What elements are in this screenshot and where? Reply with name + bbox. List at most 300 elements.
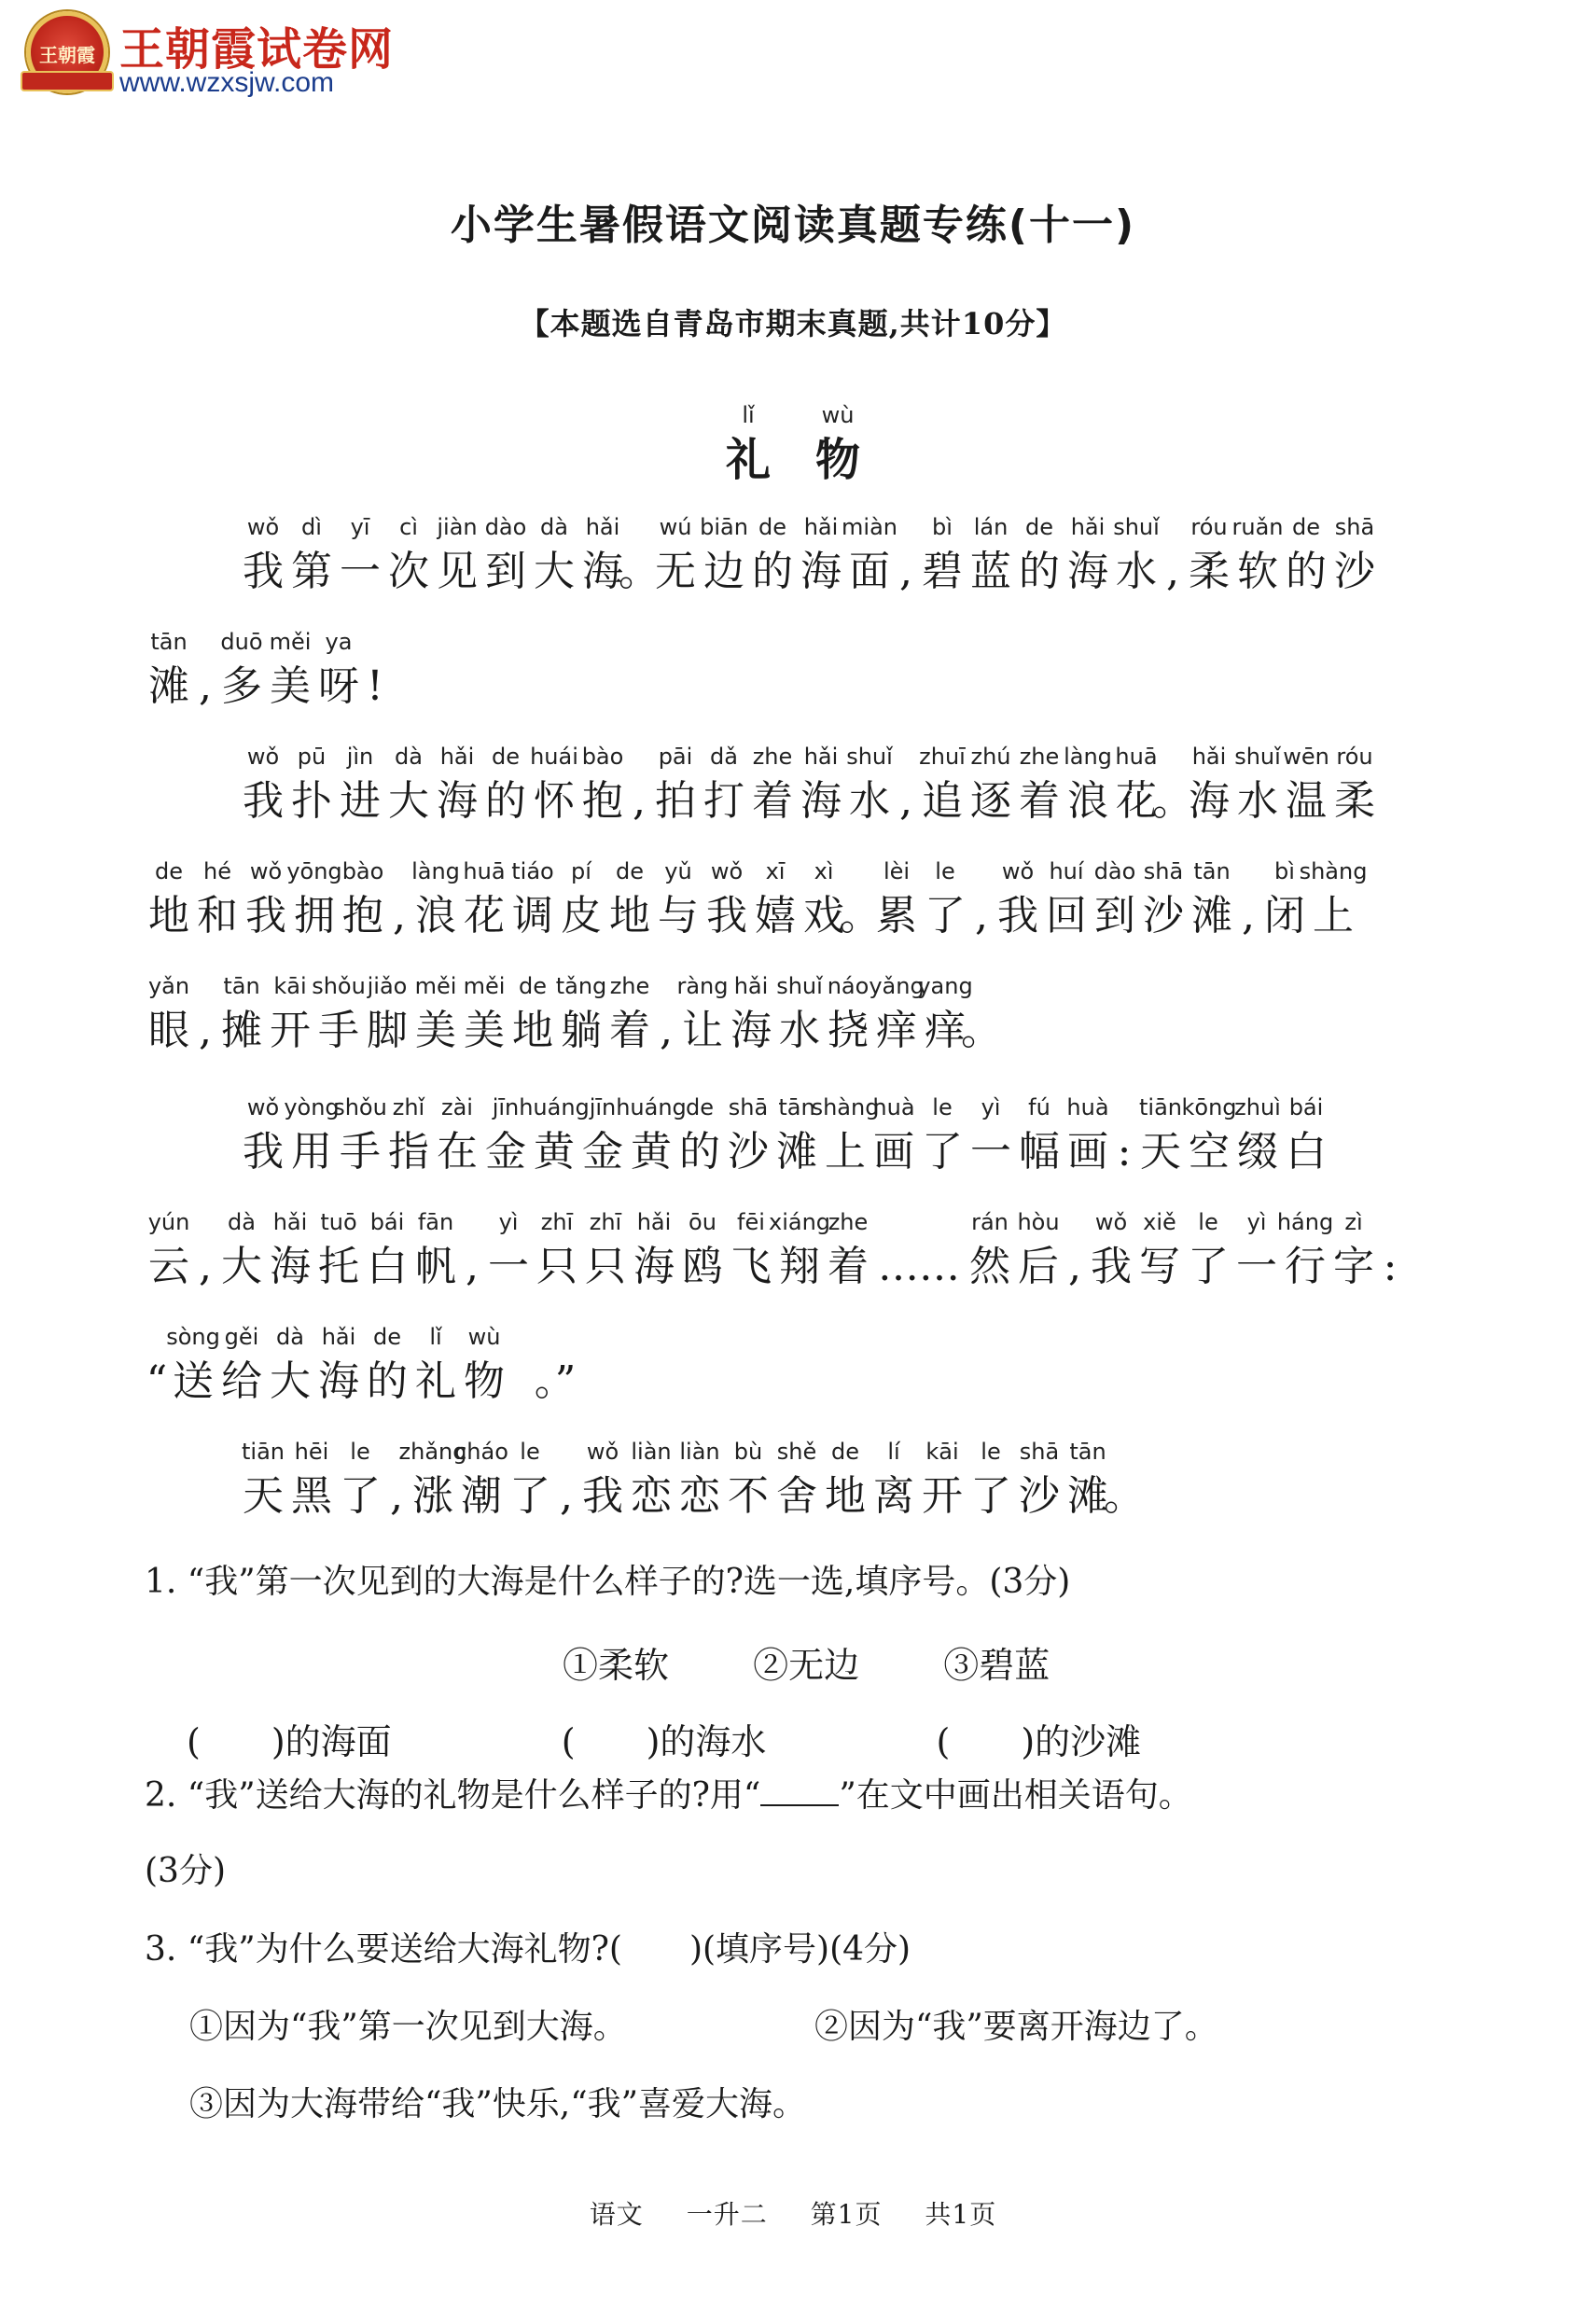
hanzi: 托 — [318, 1243, 359, 1290]
hanzi: 痒 — [925, 1007, 966, 1054]
pinyin: shā — [1143, 858, 1184, 884]
punctuation-mark: , — [466, 1243, 479, 1290]
hanzi-with-pinyin — [506, 1436, 554, 1525]
hanzi-with-pinyin — [533, 1206, 581, 1296]
hanzi: 回 — [1046, 892, 1087, 939]
hanzi: 柔 — [1334, 777, 1375, 825]
hanzi-with-pinyin — [630, 1206, 678, 1296]
pinyin: huáng — [519, 1094, 590, 1120]
pinyin: kōng — [1181, 1094, 1237, 1120]
hanzi: 字 — [1333, 1243, 1374, 1290]
pinyin: xiáng — [768, 1209, 831, 1235]
page-subtitle: 【本题选自青岛市期末真题,共计10分】 — [519, 306, 1067, 341]
hanzi-with-pinyin — [870, 1436, 918, 1525]
pinyin: lǐ — [429, 1324, 442, 1350]
pinyin: tān — [223, 973, 260, 999]
hanzi: 只 — [536, 1243, 577, 1290]
hanzi: 不 — [728, 1472, 769, 1520]
hanzi: 抱 — [582, 777, 623, 825]
pinyin: liàn — [679, 1439, 720, 1465]
punctuation-mark: , — [199, 1243, 212, 1290]
pinyin: wǒ — [710, 858, 744, 884]
hanzi-with-pinyin — [678, 1206, 727, 1296]
hanzi: 拥 — [294, 892, 335, 939]
punctuation — [961, 970, 1002, 1060]
hanzi: 海 — [633, 1243, 675, 1290]
hanzi: 大 — [270, 1357, 311, 1405]
hanzi-with-pinyin — [994, 856, 1042, 945]
hanzi-with-pinyin — [724, 1092, 772, 1181]
hanzi-with-pinyin — [1064, 511, 1112, 601]
hanzi: 物 — [464, 1357, 505, 1405]
hanzi: 云 — [148, 1243, 189, 1290]
pinyin: shě — [776, 1439, 817, 1465]
pinyin: shā — [728, 1094, 769, 1120]
pinyin: rán — [971, 1209, 1009, 1235]
hanzi: 的 — [485, 777, 526, 825]
question-3-option-2: ②因为“我”要离开海边了。 — [814, 2008, 1218, 2046]
punctuation-mark: : — [1383, 1243, 1398, 1290]
pinyin: bì — [932, 514, 953, 540]
hanzi-with-pinyin — [1282, 741, 1330, 830]
hanzi-with-pinyin — [700, 511, 748, 601]
pinyin: dà — [276, 1324, 304, 1350]
pinyin: yǎng — [869, 973, 925, 999]
pinyin: zhī — [540, 1209, 574, 1235]
punctuation-mark: …… — [878, 1243, 960, 1290]
hanzi: 我 — [245, 892, 286, 939]
hanzi: 海 — [800, 777, 842, 825]
site-logo — [26, 11, 399, 98]
pinyin: huái — [530, 744, 578, 770]
hanzi-with-pinyin — [519, 1092, 590, 1181]
pinyin: tān — [1193, 858, 1231, 884]
hanzi-with-pinyin — [460, 1321, 508, 1411]
story-line-1 — [239, 511, 1379, 601]
hanzi: 水 — [779, 1007, 820, 1054]
pinyin: wǒ — [249, 858, 283, 884]
hanzi: 了 — [925, 892, 966, 939]
story-title — [703, 399, 883, 489]
hanzi: 然 — [969, 1243, 1010, 1290]
question-2-text-b: ”在文中画出相关语句。 — [839, 1776, 1192, 1815]
hanzi: 鸥 — [682, 1243, 723, 1290]
hanzi: 用 — [291, 1128, 332, 1176]
punctuation-mark: , — [1242, 892, 1255, 939]
pinyin: le — [935, 858, 955, 884]
hanzi-with-pinyin — [266, 1206, 314, 1296]
hanzi-with-pinyin — [193, 856, 242, 945]
pinyin: zhǎng — [398, 1439, 467, 1465]
hanzi-with-pinyin — [921, 856, 969, 945]
hanzi-with-pinyin — [284, 1092, 340, 1181]
pinyin: tān — [150, 629, 188, 655]
hanzi: 呀 — [318, 662, 359, 710]
hanzi-with-pinyin — [398, 1436, 467, 1525]
punctuation — [145, 1321, 169, 1411]
pinyin: zì — [1344, 1209, 1363, 1235]
hanzi-with-pinyin — [1232, 1206, 1281, 1296]
hanzi: 沙 — [1143, 892, 1184, 939]
hanzi-with-pinyin — [967, 1092, 1015, 1181]
hanzi: 开 — [922, 1472, 963, 1520]
hanzi: 柔 — [1189, 548, 1230, 595]
hanzi: 上 — [1313, 892, 1354, 939]
hanzi-with-pinyin — [314, 1206, 363, 1296]
pinyin: hǎi — [1070, 514, 1106, 540]
punctuation — [363, 626, 387, 716]
hanzi: 缀 — [1237, 1128, 1278, 1176]
hanzi-with-pinyin — [1299, 856, 1368, 945]
hanzi: 我 — [706, 892, 747, 939]
hanzi: 痒 — [876, 1007, 917, 1054]
hanzi-with-pinyin — [1185, 511, 1233, 601]
hanzi-with-pinyin — [842, 511, 897, 601]
pinyin: shuǐ — [776, 973, 823, 999]
pinyin: shǒu — [312, 973, 366, 999]
pinyin: hǎi — [321, 1324, 356, 1350]
hanzi: 海 — [437, 777, 478, 825]
hanzi-with-pinyin — [363, 1321, 411, 1411]
hanzi: 手 — [318, 1007, 359, 1054]
pinyin: lán — [973, 514, 1009, 540]
pinyin: lèi — [883, 858, 911, 884]
story-line-3 — [239, 741, 1379, 830]
pinyin: làng — [411, 858, 460, 884]
pinyin: zài — [441, 1094, 473, 1120]
pinyin: huáng — [616, 1094, 687, 1120]
pinyin: hòu — [1017, 1209, 1060, 1235]
hanzi-with-pinyin — [217, 970, 266, 1060]
hanzi: 海 — [800, 548, 842, 595]
pinyin: huā — [1115, 744, 1158, 770]
hanzi-with-pinyin — [918, 1436, 967, 1525]
hanzi-with-pinyin — [145, 626, 193, 716]
hanzi-with-pinyin — [287, 741, 336, 830]
hanzi: 只 — [585, 1243, 626, 1290]
pinyin: cì — [399, 514, 418, 540]
site-url: www.wzxsjw.com — [119, 67, 335, 98]
hanzi: 见 — [437, 548, 478, 595]
hanzi: 我 — [997, 892, 1038, 939]
hanzi-with-pinyin — [605, 970, 654, 1060]
footer-grade: 一升二 — [686, 2199, 768, 2230]
hanzi: 我 — [243, 548, 284, 595]
hanzi-with-pinyin — [266, 626, 314, 716]
hanzi-with-pinyin — [918, 511, 967, 601]
hanzi: 海 — [318, 1357, 359, 1405]
hanzi: 黑 — [291, 1472, 332, 1520]
hanzi-with-pinyin — [557, 970, 605, 1060]
hanzi: 帆 — [415, 1243, 456, 1290]
hanzi: 海 — [582, 548, 623, 595]
hanzi-with-pinyin — [481, 741, 530, 830]
hanzi: 打 — [703, 777, 744, 825]
hanzi-with-pinyin — [145, 1206, 193, 1296]
hanzi-with-pinyin — [411, 1206, 460, 1296]
hanzi: 白 — [367, 1243, 408, 1290]
pinyin: liàn — [631, 1439, 672, 1465]
logo-ribbon-icon — [21, 71, 114, 91]
hanzi: 皮 — [561, 892, 602, 939]
punctuation — [1104, 1436, 1145, 1525]
pinyin: zhe — [752, 744, 793, 770]
hanzi-with-pinyin — [1185, 741, 1233, 830]
hanzi: 画 — [1067, 1128, 1108, 1176]
pinyin: bào — [581, 744, 624, 770]
hanzi: 到 — [1094, 892, 1135, 939]
pinyin: yǔ — [664, 858, 692, 884]
hanzi: 的 — [1019, 548, 1060, 595]
pinyin: de — [831, 1439, 859, 1465]
hanzi: 温 — [1286, 777, 1327, 825]
story-line-4 — [145, 856, 1368, 945]
hanzi-with-pinyin — [411, 856, 460, 945]
punctuation-mark: , — [199, 1007, 212, 1054]
hanzi-with-pinyin — [724, 1436, 772, 1525]
hanzi: 逐 — [970, 777, 1011, 825]
hanzi: 地 — [825, 1472, 866, 1520]
hanzi-with-pinyin — [454, 1436, 508, 1525]
hanzi-with-pinyin — [797, 741, 845, 830]
hanzi-with-pinyin — [768, 1206, 831, 1296]
hanzi: 上 — [825, 1128, 866, 1176]
hanzi-with-pinyin — [1136, 1092, 1185, 1181]
hanzi: 了 — [1188, 1243, 1229, 1290]
footer-page: 第1页 — [810, 2199, 883, 2230]
punctuation-mark: , — [199, 662, 212, 710]
hanzi-with-pinyin — [1042, 856, 1091, 945]
pinyin: zhuī — [919, 744, 966, 770]
hanzi-with-pinyin — [1135, 1206, 1184, 1296]
punctuation — [193, 626, 217, 716]
hanzi: 一 — [340, 548, 381, 595]
hanzi-with-pinyin — [1330, 741, 1379, 830]
pinyin: měi — [269, 629, 312, 655]
hanzi: 花 — [464, 892, 505, 939]
hanzi: 地 — [512, 1007, 553, 1054]
pinyin: wēn — [1283, 744, 1329, 770]
page-title: 小学生暑假语文阅读真题专练(十一) — [450, 202, 1136, 249]
hanzi: 了 — [509, 1472, 550, 1520]
hanzi: 沙 — [1019, 1472, 1060, 1520]
pinyin: pāi — [658, 744, 693, 770]
punctuation — [840, 856, 881, 945]
pinyin: dà — [228, 1209, 256, 1235]
pinyin: zhe — [609, 973, 650, 999]
hanzi: 挠 — [828, 1007, 869, 1054]
pinyin: huà — [872, 1094, 915, 1120]
hanzi-with-pinyin — [578, 1436, 627, 1525]
pinyin: duō — [220, 629, 263, 655]
hanzi-with-pinyin — [869, 970, 925, 1060]
hanzi-with-pinyin — [1233, 741, 1282, 830]
hanzi-with-pinyin — [821, 1436, 870, 1525]
hanzi: 蓝 — [970, 548, 1011, 595]
pinyin: lǐ — [742, 402, 755, 428]
pinyin: yōng — [286, 858, 342, 884]
hanzi-with-pinyin — [433, 741, 481, 830]
punctuation — [872, 1206, 966, 1296]
pinyin: dà — [395, 744, 423, 770]
hanzi: 我 — [582, 1472, 623, 1520]
punctuation-mark: 。 — [1152, 777, 1193, 825]
punctuation-mark: , — [975, 892, 988, 939]
hanzi-with-pinyin — [339, 856, 387, 945]
hanzi-with-pinyin — [508, 856, 557, 945]
hanzi-with-pinyin — [870, 1092, 918, 1181]
pinyin: shǒu — [333, 1094, 387, 1120]
pinyin: fēi — [737, 1209, 765, 1235]
story-line-9 — [239, 1436, 1145, 1525]
hanzi: 追 — [922, 777, 963, 825]
option-2: ②无边 — [753, 1645, 860, 1686]
hanzi-with-pinyin — [266, 1321, 314, 1411]
hanzi-with-pinyin — [481, 511, 530, 601]
hanzi: 边 — [703, 548, 744, 595]
hanzi-with-pinyin — [314, 1321, 363, 1411]
pinyin: háng — [1276, 1209, 1334, 1235]
pinyin: le — [981, 1439, 1001, 1465]
hanzi: 开 — [270, 1007, 311, 1054]
punctuation — [460, 1206, 484, 1296]
hanzi-with-pinyin — [775, 970, 824, 1060]
hanzi: 送 — [173, 1357, 214, 1405]
hanzi-with-pinyin — [557, 856, 605, 945]
hanzi: 我 — [243, 777, 284, 825]
hanzi: 多 — [221, 662, 262, 710]
hanzi-with-pinyin — [1064, 741, 1112, 830]
story-line-8 — [145, 1321, 602, 1411]
hanzi: 海 — [1189, 777, 1230, 825]
hanzi-with-pinyin — [627, 1436, 675, 1525]
pinyin: de — [1025, 514, 1053, 540]
pinyin: wú — [659, 514, 692, 540]
answer-blank-sea-surface[interactable]: ( )的海面 — [187, 1721, 392, 1762]
hanzi-with-pinyin — [433, 1092, 481, 1181]
pinyin: kāi — [273, 973, 307, 999]
punctuation — [1236, 856, 1260, 945]
pinyin: wǒ — [1001, 858, 1035, 884]
hanzi: 恋 — [679, 1472, 720, 1520]
pinyin: hēi — [294, 1439, 329, 1465]
hanzi: 滩 — [148, 662, 189, 710]
pinyin: róu — [1190, 514, 1228, 540]
pinyin: fān — [417, 1209, 454, 1235]
hanzi: 脚 — [367, 1007, 408, 1054]
hanzi-with-pinyin — [384, 1092, 433, 1181]
hanzi: 我 — [243, 1128, 284, 1176]
pinyin: xī — [765, 858, 786, 884]
pinyin: shā — [1019, 1439, 1060, 1465]
pinyin: shuǐ — [1234, 744, 1281, 770]
hanzi-with-pinyin — [336, 511, 384, 601]
hanzi-with-pinyin — [530, 511, 578, 601]
punctuation — [1152, 741, 1193, 830]
hanzi: 大 — [221, 1243, 262, 1290]
answer-blank-beach[interactable]: ( )的沙滩 — [936, 1721, 1142, 1762]
pinyin: jiǎo — [367, 973, 408, 999]
hanzi-with-pinyin — [1233, 1092, 1282, 1181]
question-2-score: (3分) — [145, 1852, 226, 1890]
pinyin: jìn — [346, 744, 374, 770]
hanzi-with-pinyin — [1282, 1092, 1330, 1181]
answer-blank-sea-water[interactable]: ( )的海水 — [561, 1721, 767, 1762]
pinyin: hǎi — [1191, 744, 1227, 770]
pinyin: tān — [778, 1094, 815, 1120]
pinyin: de — [373, 1324, 401, 1350]
hanzi: 戏 — [803, 892, 844, 939]
hanzi: 大 — [388, 777, 429, 825]
hanzi-with-pinyin — [811, 1092, 880, 1181]
hanzi-with-pinyin — [1015, 741, 1064, 830]
hanzi: 舍 — [776, 1472, 817, 1520]
hanzi-with-pinyin — [1188, 856, 1236, 945]
hanzi-with-pinyin — [797, 511, 845, 601]
hanzi: 了 — [340, 1472, 381, 1520]
pinyin: wǒ — [1094, 1209, 1128, 1235]
hanzi-with-pinyin — [239, 1436, 287, 1525]
pinyin: yì — [981, 1094, 1001, 1120]
hanzi-with-pinyin — [508, 970, 557, 1060]
hanzi-with-pinyin — [314, 626, 363, 716]
hanzi: 黄 — [534, 1128, 575, 1176]
punctuation — [554, 1436, 578, 1525]
punctuation — [387, 856, 411, 945]
hanzi-with-pinyin — [967, 511, 1015, 601]
punctuation — [1161, 511, 1185, 601]
pinyin: měi — [463, 973, 506, 999]
pinyin: ya — [325, 629, 353, 655]
hanzi-with-pinyin — [336, 741, 384, 830]
punctuation-mark: 。 — [840, 892, 881, 939]
hanzi: 飞 — [730, 1243, 772, 1290]
option-1: ①柔软 — [563, 1645, 670, 1686]
hanzi-with-pinyin — [433, 511, 481, 601]
punctuation-mark: , — [560, 1472, 573, 1520]
punctuation-mark: 。 — [619, 548, 660, 595]
pinyin: shā — [1334, 514, 1375, 540]
hanzi-with-pinyin — [1015, 1092, 1064, 1181]
hanzi-with-pinyin — [266, 970, 314, 1060]
hanzi: 美 — [415, 1007, 456, 1054]
punctuation-mark: , — [899, 777, 912, 825]
question-2-text-a: 2. “我”送给大海的礼物是什么样子的?用“ — [145, 1776, 761, 1815]
punctuation-mark: , — [633, 777, 646, 825]
hanzi: 我 — [1091, 1243, 1132, 1290]
pinyin: shàng — [811, 1094, 880, 1120]
hanzi: 地 — [609, 892, 650, 939]
hanzi-with-pinyin — [845, 741, 894, 830]
pinyin: yang — [917, 973, 973, 999]
pinyin: zhe — [1019, 744, 1060, 770]
pinyin: hǎi — [803, 744, 839, 770]
hanzi: 画 — [873, 1128, 914, 1176]
hanzi-with-pinyin — [1015, 511, 1064, 601]
hanzi-with-pinyin — [1276, 1206, 1334, 1296]
pinyin: tǎng — [555, 973, 607, 999]
hanzi-with-pinyin — [1233, 511, 1282, 601]
pinyin: měi — [414, 973, 457, 999]
pinyin: dì — [301, 514, 322, 540]
hanzi-with-pinyin — [727, 970, 775, 1060]
hanzi-with-pinyin — [145, 970, 193, 1060]
hanzi: 的 — [679, 1128, 720, 1176]
hanzi: 后 — [1018, 1243, 1059, 1290]
hanzi: 金 — [582, 1128, 623, 1176]
hanzi-with-pinyin — [287, 1436, 336, 1525]
punctuation-mark: , — [1068, 1243, 1081, 1290]
